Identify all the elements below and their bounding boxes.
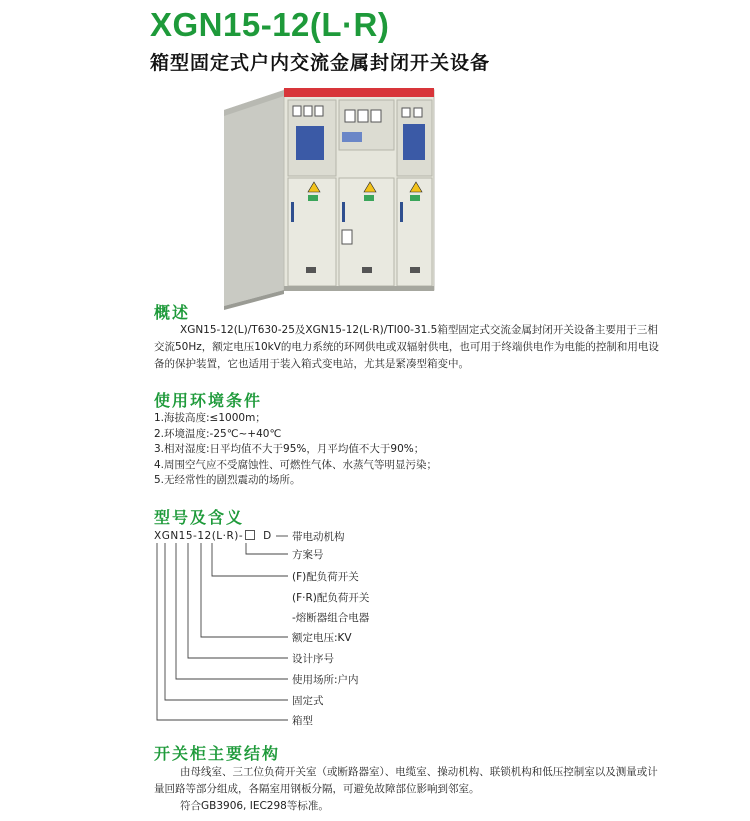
structure-text	[154, 764, 659, 798]
product-title: XGN15-12(L·R)	[150, 6, 390, 43]
list-item: 1.海拔高度:≤1000m；	[154, 412, 266, 424]
legend-label: 设计序号	[292, 653, 334, 665]
model-code-prefix: XGN15-12(L·R)-	[154, 530, 244, 542]
legend-label: 带电动机构	[292, 531, 345, 543]
overview-text-content: XGN15-12(L)/T630-25及XGN15-12(L·R)/TI00-31.5箱型固定式交流金属封闭开关设备主要用于三相交流50Hz，额定电压10kV的电力系统的环网供电或双辐射供电，也可用于终端供电作为电能的控制和用电设备的保护装置，它也适用于装入箱式变电站，尤其是紧凑型箱变中。	[154, 324, 659, 370]
overview-heading: 概述	[154, 303, 191, 322]
legend-label: (F·R)配负荷开关	[292, 592, 370, 604]
list-item: 5.无经常性的剧烈震动的场所。	[154, 474, 301, 486]
legend-label: 方案号	[292, 549, 324, 561]
legend-label: -熔断器组合电器	[292, 612, 370, 624]
list-item: 2.环境温度:-25℃~+40℃	[154, 427, 282, 440]
structure-standards-content: 符合GB3906, IEC298等标准。	[180, 800, 329, 812]
legend-label: 使用场所:户内	[292, 674, 359, 686]
product-subtitle: 箱型固定式户内交流金属封闭开关设备	[150, 52, 491, 74]
legend-label: 箱型	[292, 715, 313, 727]
legend-label: 固定式	[292, 695, 324, 707]
model-code-suffix: D	[263, 530, 272, 542]
legend-label: 额定电压:KV	[292, 632, 352, 644]
legend-label: (F)配负荷开关	[292, 571, 359, 583]
list-item: 4.周围空气应不受腐蚀性、可燃性气体、水蒸气等明显污染；	[154, 458, 438, 471]
structure-text-content: 由母线室、三工位负荷开关室（或断路器室）、电缆室、操动机构、联锁机构和低压控制室以及测量或计量回路等部分组成，各隔室用钢板分隔，可避免故障部位影响到邻室。	[154, 766, 658, 795]
structure-standards	[154, 798, 659, 815]
model-heading: 型号及含义	[154, 508, 245, 527]
structure-heading: 开关柜主要结构	[154, 744, 281, 763]
environment-heading: 使用环境条件	[154, 391, 263, 410]
list-item: 3.相对湿度:日平均值不大于95%，月平均值不大于90%；	[154, 443, 425, 455]
